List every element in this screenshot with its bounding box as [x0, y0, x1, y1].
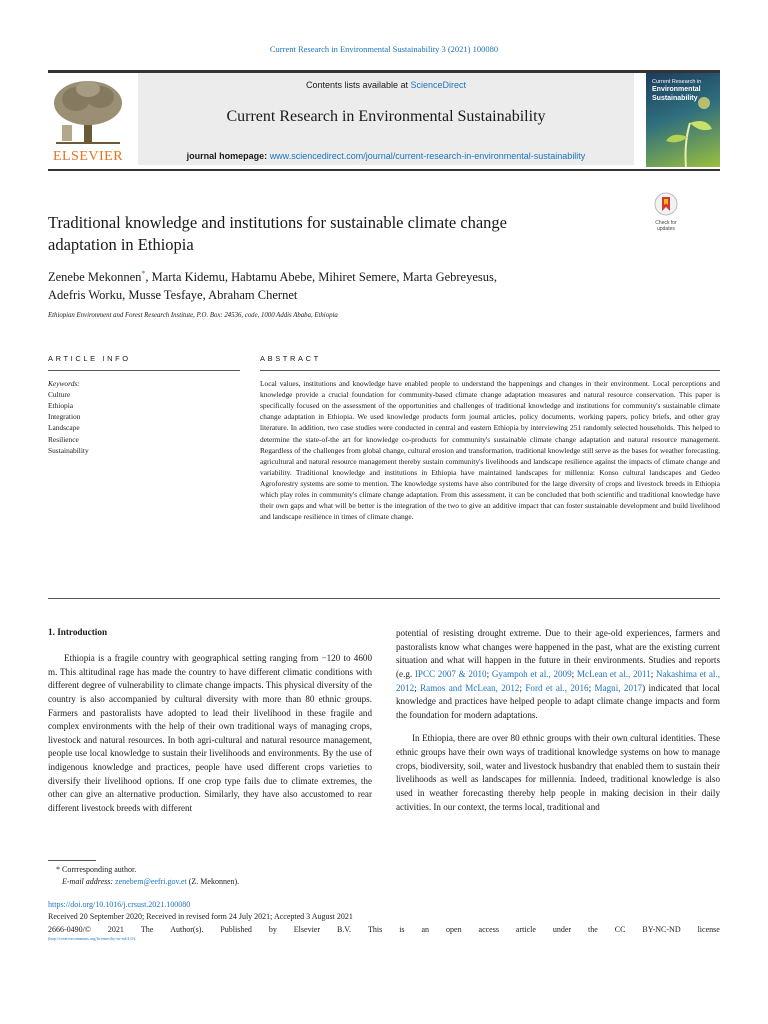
citation-link[interactable]: Nakashima et al., 2012 — [396, 668, 720, 693]
citation-link[interactable]: Ford et al., 2016 — [525, 682, 589, 693]
citation-link[interactable]: IPCC 2007 & 2010 — [414, 668, 487, 679]
license-word: open — [446, 924, 462, 934]
bookmark-icon — [654, 192, 678, 218]
keywords-block — [48, 378, 228, 456]
authors-line-1 — [48, 268, 688, 286]
article-info-heading: ARTICLE INFO — [48, 354, 131, 363]
license-word: This — [368, 924, 383, 934]
citation-link[interactable]: Ramos and McLean, 2012 — [420, 682, 520, 693]
license-word: 2021 — [107, 924, 124, 934]
elsevier-tree-logo — [48, 77, 128, 167]
corresponding-author-marker[interactable]: * — [141, 269, 146, 278]
title-line-2: adaptation in Ethiopia — [48, 235, 194, 255]
license-word: B.V. — [336, 924, 352, 934]
check-for-updates-badge[interactable] — [648, 192, 684, 232]
license-word: the — [588, 924, 598, 934]
license-line — [48, 924, 720, 936]
journal-info-band — [138, 73, 634, 165]
keyword-item: Culture — [48, 390, 71, 400]
license-word[interactable]: license — [697, 924, 720, 934]
citation-link[interactable]: Gyampoh et al., 2009 — [491, 668, 572, 679]
license-word: under — [552, 924, 572, 934]
footnote-rule — [48, 860, 96, 861]
footnotes — [48, 864, 720, 889]
intro-paragraph-1-continued: potential of resisting drought extreme. Due to their age-old experiences, farmers and pastoralists know what changes were happened in the past, what are the existing current situation and what will happen in the future in their environments. Studies and reports (e.g. IPCC 2007 & 2010; Gyampoh et al., 2009; McLean et al., 2011; Nakashima et al., 2012; Ramos and McLean, 2012; Ford et al., 2016; Magni, 2017) indicated that local knowledge and practices have helped people to adapt climate change impacts and form the foundation for modern adaptations. — [396, 628, 720, 720]
abstract-rule — [260, 370, 720, 371]
paragraph-text: potential of resisting drought extreme. Due to their age-old experiences, farmers and pastoralists know what changes were happened in the past, what are the existing current situation and what will happen in the future in their environments. Studies and reports (e.g. — [396, 628, 720, 679]
contents-line — [138, 80, 634, 90]
email-suffix: (Z. Mekonnen). — [186, 877, 240, 887]
corresponding-note: * Corrresponding author. — [56, 865, 137, 874]
abstract-bottom-rule — [48, 598, 720, 599]
license-word: 2666-0490/© — [48, 924, 91, 934]
license-word: access — [478, 924, 499, 934]
check-updates-label: Check for updates — [655, 220, 677, 232]
keyword-item: Resilience — [48, 434, 79, 444]
abstract-heading: ABSTRACT — [260, 354, 321, 363]
elsevier-wordmark: ELSEVIER — [52, 149, 124, 164]
keyword-item: Integration — [48, 412, 81, 422]
journal-banner — [48, 70, 720, 171]
license-word: is — [399, 924, 405, 934]
intro-paragraph-2: In Ethiopia, there are over 80 ethnic groups with their own cultural identities. These ethnic groups have their own ways of traditional knowledge systems on how to manage crops, biodiversity, soil, water and livestock husbandry that enabled them to sustain their livelihoods as well as landscapes for millennia. Indeed, traditional knowledge is also used in weather forecasting thereby help people in making decision in their daily activities. In our context, the terms local, traditional and — [396, 733, 720, 812]
cover-line-2: Environmental — [652, 85, 701, 93]
license-word: an — [421, 924, 430, 934]
citation-link[interactable]: Magni, 2017 — [594, 682, 643, 693]
tree-icon — [48, 77, 128, 147]
body-column-left — [48, 652, 372, 816]
author-affiliation: Ethiopian Environment and Forest Research Institute, P.O. Box: 24536, code, 1000 Addis Ababa, Ethiopia — [48, 312, 338, 319]
received-dates: Received 20 September 2020; Received in revised form 24 July 2021; Accepted 3 August 2021 — [48, 912, 353, 922]
cover-plant-icon — [646, 73, 720, 167]
journal-title: Current Research in Environmental Sustainability — [226, 108, 546, 125]
keyword-item: Landscape — [48, 423, 80, 433]
corresponding-text: Corrresponding author. — [62, 865, 137, 874]
license-url-link[interactable]: (http://creativecommons.org/licenses/by-nc-nd/4.0/). — [48, 936, 137, 942]
author-list — [48, 268, 688, 304]
journal-cover-thumbnail[interactable] — [646, 73, 720, 167]
sciencedirect-link[interactable]: ScienceDirect — [410, 80, 467, 90]
corresponding-author-name[interactable]: Zenebe Mekonnen — [48, 270, 142, 285]
license-word: Elsevier — [293, 924, 321, 934]
coauthors-line-1: , Marta Kidemu, Habtamu Abebe, Mihiret Semere, Marta Gebreyesus, — [145, 270, 498, 285]
publication-info — [48, 899, 720, 943]
intro-paragraph-1: Ethiopia is a fragile country with geographical setting ranging from −120 to 4600 m. This altitudinal rage has made the country to have different climatic conditions with different degree of vulnerability to climate change impacts. This physical diversity of the country is also accompanied by cultural diversity with more than 80 ethnic groups. Farmers and pastoralists have adopted to lead their livelihood in these fragile and complex environments with the help of their own traditional ways of managing crops, livestock and natural resources. In both agri-cultural and natural resource management, people use local knowledge to sustain their livelihoods and environments. By the use of indigenous knowledge and practices, people have used different crops varieties to diversify their livelihood options. If one crop type fails due to climate extremes, the other can give an alternative production. Similarly, they have also accustomed to rear different livestock breeds with different — [48, 653, 372, 814]
email-link[interactable]: zenebem@eefri.gov.et — [115, 877, 187, 887]
journal-citation-link[interactable]: Current Research in Environmental Sustainability 3 (2021) 100080 — [269, 44, 499, 54]
email-note — [48, 876, 720, 888]
homepage-link[interactable]: www.sciencedirect.com/journal/current-research-in-environmental-sustainability — [269, 151, 586, 161]
keywords-title: Keywords: — [48, 379, 80, 388]
license-word: Author(s). — [170, 924, 204, 934]
abstract-text: Local values, institutions and knowledge have enabled people to understand the happenings and changes in their environment. Local perceptions and knowledge provide a crucial foundation for community-based climate change adaptation measures and natural resource conservation. This paper is specifically focused on the assessment of the opportunities and challenges of traditional knowledge and institutions for community's sustainable climate change adaptation in Ethiopia. We used knowledge products form journal articles, policy documents, working papers, policy briefs, and other gray literature. In addition, two case studies were conducted in central and eastern Ethiopia by interviewing 251 randomly selected households. This helped to determine the state-of-the art for knowledge co-products for community's sustainable climate change adaptation and natural resource management. Regardless of the challenges from global change, cultural erosion and transformation, traditional knowledge still serve as the bases for weather forecasting, agricultural and natural resource management thereby sustain community's livelihoods and landscape resilience against the impacts of climate change and variability. Traditional knowledge and institutions in Ethiopia have maintained landscapes for millennia: Konso cultural landscapes and Gedeo Agroforestry systems are some to mention. The knowledge systems have also contributed for the large diversity of crops and livestock breeds in Ethiopia which play roles in community's climate change adaptation. From this assessment, it can be concluded that both scientific and traditional knowledge have their own gaps and what will be better is the integration of the two to give an additive impact that can foster sustainable development and build livelihood and landscape resilience in times of climate change. — [260, 379, 720, 522]
article-info-rule — [48, 370, 240, 371]
keyword-item: Sustainability — [48, 445, 89, 455]
introduction-heading: 1. Introduction — [48, 627, 108, 637]
authors-line-2: Adefris Worku, Musse Tesfaye, Abraham Chernet — [48, 288, 298, 303]
doi-link[interactable]: https://doi.org/10.1016/j.crsust.2021.100080 — [48, 900, 191, 909]
citation-link[interactable]: McLean et al., 2011 — [576, 668, 651, 679]
title-line-1: Traditional knowledge and institutions for sustainable climate change — [48, 213, 508, 232]
license-word: Published — [220, 924, 252, 934]
homepage-label: journal homepage: — [186, 151, 270, 161]
license-word[interactable]: BY-NC-ND — [642, 924, 681, 934]
keyword-item: Ethiopia — [48, 401, 74, 411]
license-word: by — [268, 924, 277, 934]
homepage-line — [138, 151, 634, 161]
cover-line-1: Current Research in — [652, 79, 702, 85]
contents-prefix: Contents lists available at — [305, 80, 411, 90]
license-word: The — [140, 924, 154, 934]
license-word: article — [515, 924, 536, 934]
body-column-right — [396, 627, 720, 814]
paragraph-text: ) indicated that local knowledge and practices have helped people to adapt climate change impacts and form the foundation for modern adaptations. — [396, 682, 720, 720]
article-title — [48, 212, 628, 257]
license-word[interactable]: CC — [614, 924, 626, 934]
cover-line-3: Sustainability — [652, 94, 698, 102]
email-label: E-mail address: — [62, 877, 116, 887]
